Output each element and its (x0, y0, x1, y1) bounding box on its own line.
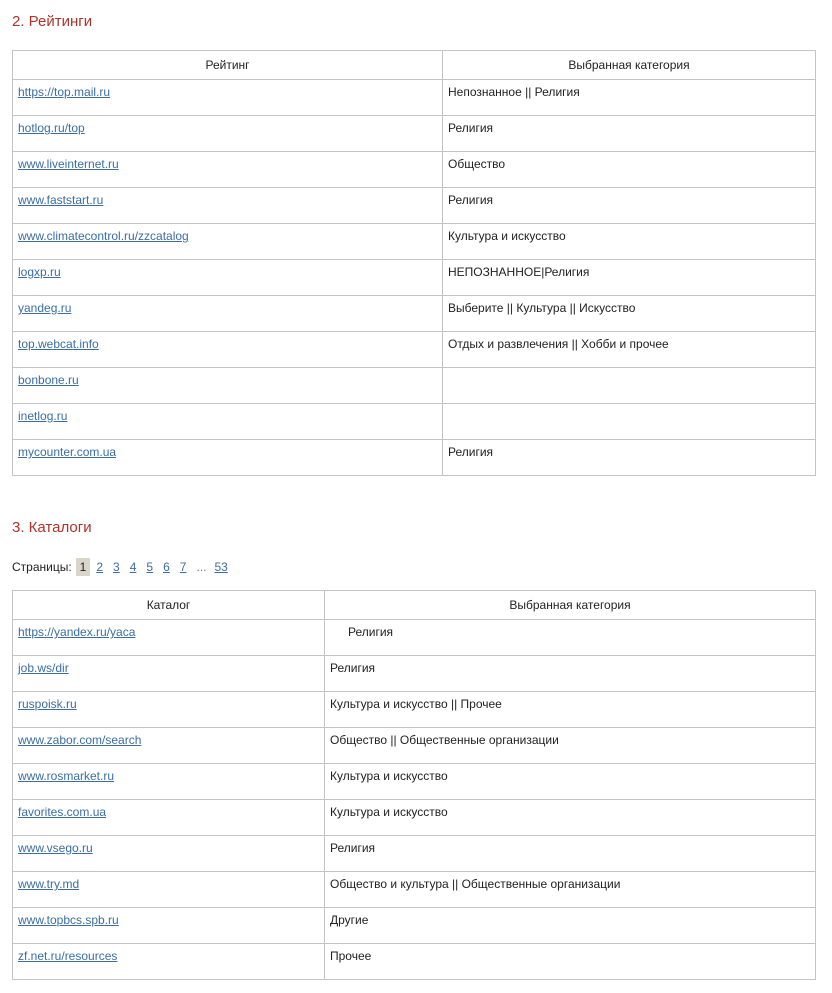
rating-category: Религия (443, 188, 816, 224)
catalog-site-link[interactable]: www.vsego.ru (18, 841, 93, 855)
table-row (13, 800, 816, 836)
table-row (13, 728, 816, 764)
ratings-header-rating: Рейтинг (13, 51, 443, 80)
table-row (13, 224, 816, 260)
table-row (13, 908, 816, 944)
table-row (13, 872, 816, 908)
rating-site-link[interactable]: https://top.mail.ru (18, 85, 111, 99)
catalog-site-link[interactable]: www.zabor.com/search (18, 733, 142, 747)
pagination-label: Страницы: (12, 560, 72, 574)
table-row (13, 116, 816, 152)
ratings-table-header (13, 51, 816, 80)
page-link-6[interactable]: 6 (163, 560, 170, 574)
catalog-category: Религия (325, 836, 816, 872)
table-row (13, 296, 816, 332)
catalogs-header-catalog: Каталог (13, 591, 325, 620)
rating-site-link[interactable]: top.webcat.info (18, 337, 99, 351)
catalogs-header-category: Выбранная категория (325, 591, 816, 620)
catalog-category: Общество || Общественные организации (325, 728, 816, 764)
table-row (13, 260, 816, 296)
rating-site-link[interactable]: hotlog.ru/top (18, 121, 85, 135)
catalog-category: Культура и искусство || Прочее (325, 692, 816, 728)
catalog-site-link[interactable]: ruspoisk.ru (18, 697, 77, 711)
rating-site-link[interactable]: logxp.ru (18, 265, 61, 279)
table-row (13, 656, 816, 692)
rating-category: НЕПОЗНАННОЕ|Религия (443, 260, 816, 296)
page-link-4[interactable]: 4 (129, 560, 137, 574)
page-link-last[interactable]: 53 (214, 560, 228, 574)
catalog-site-link[interactable]: job.ws/dir (18, 661, 69, 675)
catalog-category: Религия (325, 656, 816, 692)
catalog-site-link[interactable]: https://yandex.ru/yaca (18, 625, 136, 639)
table-row (13, 620, 816, 656)
rating-category: Религия (443, 440, 816, 476)
catalog-category: Религия (325, 620, 816, 656)
catalogs-table (12, 590, 816, 980)
rating-category: Отдых и развлечения || Хобби и прочее (443, 332, 816, 368)
catalog-category: Другие (325, 908, 816, 944)
page-link-3[interactable]: 3 (113, 560, 120, 574)
rating-category (443, 404, 816, 440)
catalog-site-link[interactable]: www.rosmarket.ru (18, 769, 115, 783)
rating-category: Религия (443, 116, 816, 152)
table-row (13, 692, 816, 728)
table-row (13, 368, 816, 404)
rating-site-link[interactable]: bonbone.ru (18, 373, 79, 387)
table-row (13, 944, 816, 980)
catalog-site-link[interactable]: zf.net.ru/resources (18, 949, 118, 963)
rating-category: Выберите || Культура || Искусство (443, 296, 816, 332)
table-row (13, 764, 816, 800)
catalog-category: Культура и искусство (325, 764, 816, 800)
page-link-7[interactable]: 7 (179, 560, 187, 574)
rating-category (443, 368, 816, 404)
table-row (13, 80, 816, 116)
rating-site-link[interactable]: mycounter.com.ua (18, 445, 117, 459)
rating-category: Общество (443, 152, 816, 188)
rating-site-link[interactable]: inetlog.ru (18, 409, 68, 423)
rating-site-link[interactable]: www.climatecontrol.ru/zzcatalog (18, 229, 189, 243)
rating-category: Непознанное || Религия (443, 80, 816, 116)
ratings-header-category: Выбранная категория (443, 51, 816, 80)
pagination-ellipsis: ... (196, 560, 207, 574)
table-row (13, 404, 816, 440)
page-current: 1 (76, 558, 91, 576)
catalog-site-link[interactable]: www.try.md (18, 877, 80, 891)
rating-site-link[interactable]: www.liveinternet.ru (18, 157, 119, 171)
ratings-section-title: 2. Рейтинги (12, 13, 93, 30)
catalog-site-link[interactable]: favorites.com.ua (18, 805, 107, 819)
page-link-5[interactable]: 5 (146, 560, 154, 574)
catalog-site-link[interactable]: www.topbcs.spb.ru (18, 913, 119, 927)
catalogs-section-title: 3. Каталоги (12, 519, 92, 536)
catalog-category: Общество и культура || Общественные организации (325, 872, 816, 908)
ratings-table (12, 50, 816, 476)
table-row (13, 440, 816, 476)
table-row (13, 332, 816, 368)
catalogs-table-header (13, 591, 816, 620)
rating-category: Культура и искусство (443, 224, 816, 260)
pagination (12, 558, 234, 576)
table-row (13, 152, 816, 188)
rating-site-link[interactable]: www.faststart.ru (18, 193, 104, 207)
catalog-category: Прочее (325, 944, 816, 980)
rating-site-link[interactable]: yandeg.ru (18, 301, 72, 315)
table-row (13, 188, 816, 224)
table-row (13, 836, 816, 872)
catalog-category: Культура и искусство (325, 800, 816, 836)
page-link-2[interactable]: 2 (96, 560, 104, 574)
